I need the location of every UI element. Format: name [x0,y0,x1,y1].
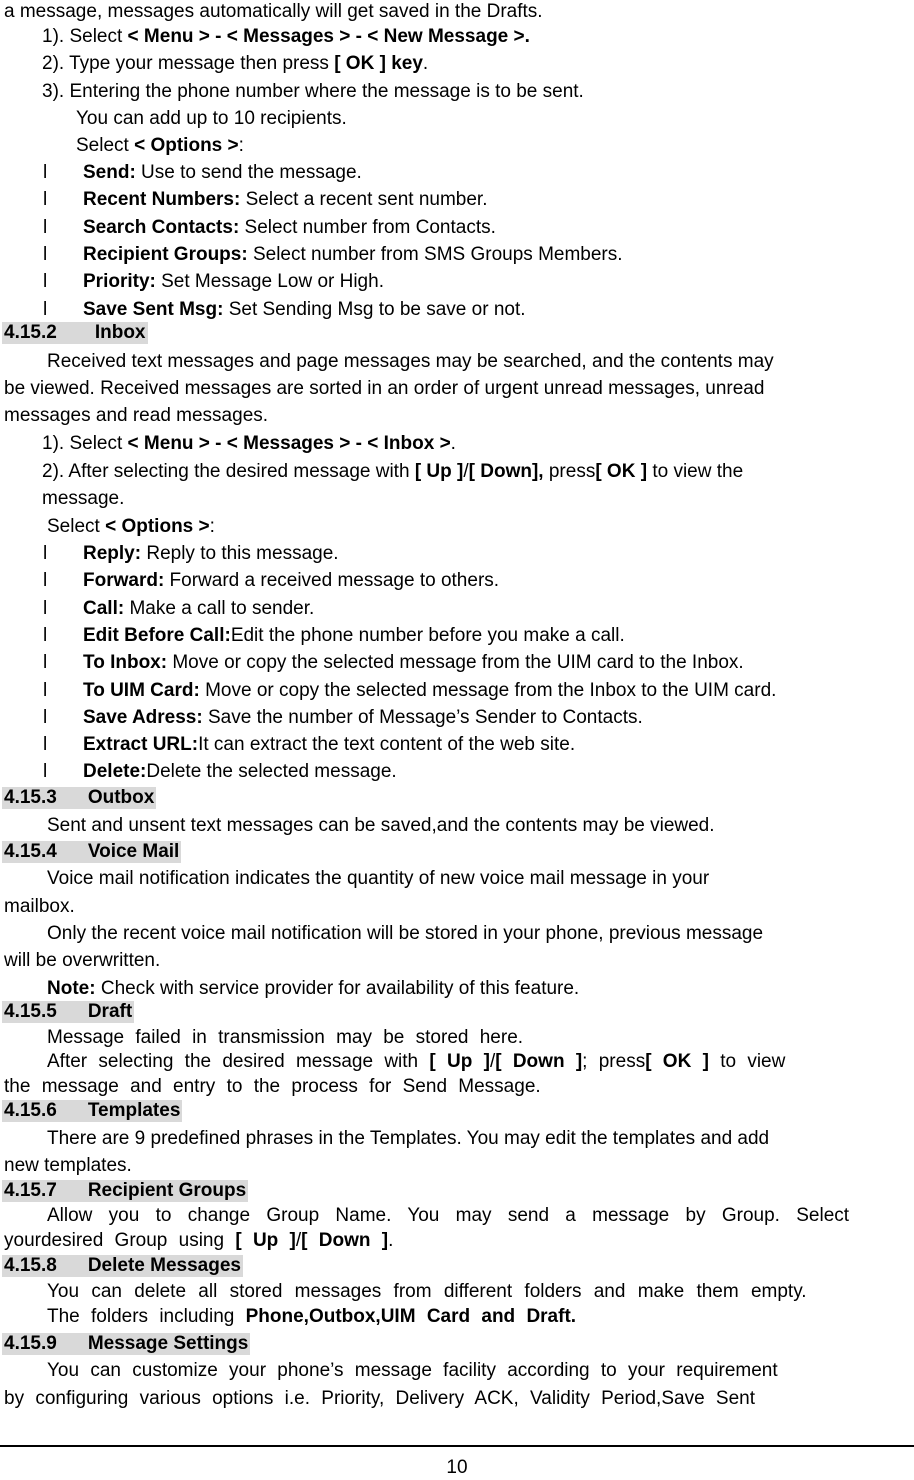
text: to view [708,1051,786,1072]
option-item [83,161,362,185]
text: / [489,1051,496,1072]
text: 2). After selecting the desired message with [42,461,415,482]
key-label: [ OK ] [645,1051,709,1072]
option-term: To Inbox: [83,652,168,674]
bullet-marker: l [43,243,48,265]
option-term: Recipient Groups: [83,243,248,265]
bullet-marker: l [43,761,48,783]
text: press [543,461,596,482]
draft-paragraph-line: the message and entry to the process for Send Message. [4,1076,541,1097]
section-title: Draft [87,1001,133,1022]
option-term: To UIM Card: [83,679,200,701]
settings-paragraph-line: You can customize your phone’s message facility according to your requirement [47,1360,778,1381]
bullet-marker: l [43,162,48,183]
key-label: [ OK ] [595,461,648,482]
option-item [83,216,496,240]
inbox-paragraph-line: be viewed. Received messages are sorted in an order of urgent unread messages, unread [4,378,765,399]
bullet-marker: l [43,679,48,701]
option-term: Search Contacts: [83,216,240,238]
text: to view the [647,461,744,482]
section-title: Delete Messages [87,1255,241,1276]
option-description: It can extract the text content of the web site. [198,734,576,756]
option-item [83,569,499,593]
bullet-marker: l [43,216,48,238]
option-item [83,651,744,675]
footer-rule [0,1445,914,1447]
section-number: 4.15.8 [4,1255,57,1276]
option-description: Select number from SMS Groups Members. [247,243,623,265]
option-description: Forward a received message to others. [164,570,500,592]
bullet-marker: l [43,706,48,728]
bullet-marker: l [43,624,48,646]
text: / [295,1230,302,1251]
option-item [83,706,643,730]
section-title: Voice Mail [87,841,180,862]
inbox-step-2-cont: message. [42,488,125,509]
option-term: Delete: [83,761,147,783]
inbox-step-1 [42,432,456,456]
section-title: Outbox [87,787,155,808]
inbox-step-2 [42,460,743,484]
draft-paragraph-line: Message failed in transmission may be stored here. [47,1027,524,1048]
options-label: < Options > [134,135,239,156]
draft-paragraph-line [47,1050,785,1074]
outbox-paragraph: Sent and unsent text messages can be saved,and the contents may be viewed. [47,815,715,836]
section-title: Templates [87,1100,181,1121]
section-heading-templates [2,1100,182,1122]
option-item [83,679,776,703]
text: ; press [582,1051,646,1072]
templates-paragraph-line: new templates. [4,1155,132,1176]
menu-path: < Menu > - < Messages > - < Inbox > [127,433,451,454]
text: / [463,461,469,482]
templates-paragraph-line: There are 9 predefined phrases in the Templates. You may edit the templates and add [47,1128,770,1149]
section-heading-inbox [2,322,148,344]
option-item [83,188,487,212]
options-label: < Options > [105,516,210,537]
option-description: Select a recent sent number. [240,189,488,211]
section-heading-voicemail [2,841,181,863]
text: Select [76,135,135,156]
intro-step-3: 3). Entering the phone number where the message is to be sent. [42,81,584,102]
text: . [450,433,456,454]
option-description: Save the number of Message’s Sender to Contacts. [202,706,643,728]
option-term: Recent Numbers: [83,189,241,211]
text: Check with service provider for availability of this feature. [95,978,580,999]
voicemail-paragraph-line: Voice mail notification indicates the quantity of new voice mail message in your [47,868,710,889]
bullet-marker: l [43,271,48,293]
settings-paragraph-line: by configuring various options i.e. Priority, Delivery ACK, Validity Period,Save Sent [4,1388,756,1409]
option-item [83,243,623,267]
option-description: Set Message Low or High. [155,271,384,293]
inbox-paragraph-line: messages and read messages. [4,405,269,426]
option-description: Set Sending Msg to be save or not. [223,298,526,320]
option-term: Call: [83,597,125,619]
section-number: 4.15.7 [4,1180,57,1201]
option-description: Delete the selected message. [146,761,397,783]
text: . [388,1230,394,1251]
section-title: Message Settings [87,1333,249,1354]
option-term: Forward: [83,570,165,592]
key-label: [ OK ] key [334,53,423,74]
voicemail-note [47,977,579,1001]
text: 2). Type your message then press [42,53,335,74]
key-label: [ Down ] [495,1051,583,1072]
bullet-marker: l [43,298,48,320]
bullet-marker: l [43,543,48,564]
option-term: Reply: [83,543,142,564]
option-item [83,624,625,648]
inbox-paragraph-line: Received text messages and page messages may be searched, and the contents may [47,351,774,372]
intro-step-1 [42,25,530,49]
note-label: Note: [47,978,96,999]
section-heading-message-settings [2,1333,250,1355]
option-term: Extract URL: [83,734,199,756]
section-number: 4.15.2 [4,322,57,343]
intro-step-2 [42,52,428,76]
voicemail-paragraph-line: mailbox. [4,896,75,917]
text: . [422,53,429,74]
option-description: Move or copy the selected message from the Inbox to the UIM card. [199,679,777,701]
option-item [83,733,575,757]
option-item [83,597,314,621]
section-number: 4.15.3 [4,787,57,808]
bullet-marker: l [43,570,48,592]
delete-paragraph-line: You can delete all stored messages from different folders and make them empty. [47,1281,807,1302]
text: yourdesired Group using [4,1230,236,1251]
key-label: [ Down ] [301,1230,389,1251]
option-item [83,542,339,566]
option-description: Reply to this message. [141,543,339,564]
option-item [83,760,397,784]
key-label: [ Up ] [429,1051,490,1072]
text: 1). Select [42,433,128,454]
option-description: Move or copy the selected message from the UIM card to the Inbox. [167,652,744,674]
option-term: Save Adress: [83,706,203,728]
option-description: Edit the phone number before you make a call. [230,624,625,646]
option-item [83,270,384,294]
intro-select-options [76,134,244,158]
menu-path: < Menu > - < Messages > - < New Message >. [127,26,530,47]
option-description: Make a call to sender. [124,597,315,619]
text: : [209,516,215,537]
section-number: 4.15.5 [4,1001,57,1022]
bullet-marker: l [43,734,48,756]
text: Select [47,516,106,537]
option-term: Edit Before Call: [83,624,231,646]
intro-line: a message, messages automatically will get saved in the Drafts. [4,1,543,22]
intro-step-3-note: You can add up to 10 recipients. [76,108,347,129]
text: After selecting the desired message with [47,1051,430,1072]
section-heading-outbox [2,787,156,809]
key-label: [ Up ] [414,461,464,482]
groups-paragraph-line [4,1229,393,1253]
section-heading-delete-messages [2,1255,243,1277]
inbox-select-options [47,515,215,539]
section-title: Recipient Groups [87,1180,247,1201]
text: The folders including [47,1306,246,1327]
text: : [238,135,244,156]
voicemail-paragraph-line: will be overwritten. [4,950,161,971]
section-number: 4.15.4 [4,841,57,862]
section-heading-draft [2,1001,134,1023]
option-description: Select number from Contacts. [239,216,496,238]
delete-paragraph-line [47,1305,576,1329]
option-item [83,298,526,322]
folder-list: Phone,Outbox,UIM Card and Draft. [245,1306,577,1327]
section-title: Inbox [94,322,146,343]
key-label: [ Down], [468,461,544,482]
section-number: 4.15.9 [4,1333,57,1354]
voicemail-paragraph-line: Only the recent voice mail notification will be stored in your phone, previous message [47,923,764,944]
text: 1). Select [42,26,128,47]
groups-paragraph-line: Allow you to change Group Name. You may send a message by Group. Select [47,1205,850,1226]
bullet-marker: l [43,597,48,619]
page-number: 10 [446,1457,468,1478]
option-description: Use to send the message. [135,162,362,183]
option-term: Priority: [83,271,156,293]
bullet-marker: l [43,189,48,211]
section-heading-recipient-groups [2,1180,248,1202]
option-term: Send: [83,162,136,183]
key-label: [ Up ] [235,1230,296,1251]
bullet-marker: l [43,652,48,674]
option-term: Save Sent Msg: [83,298,224,320]
section-number: 4.15.6 [4,1100,57,1121]
